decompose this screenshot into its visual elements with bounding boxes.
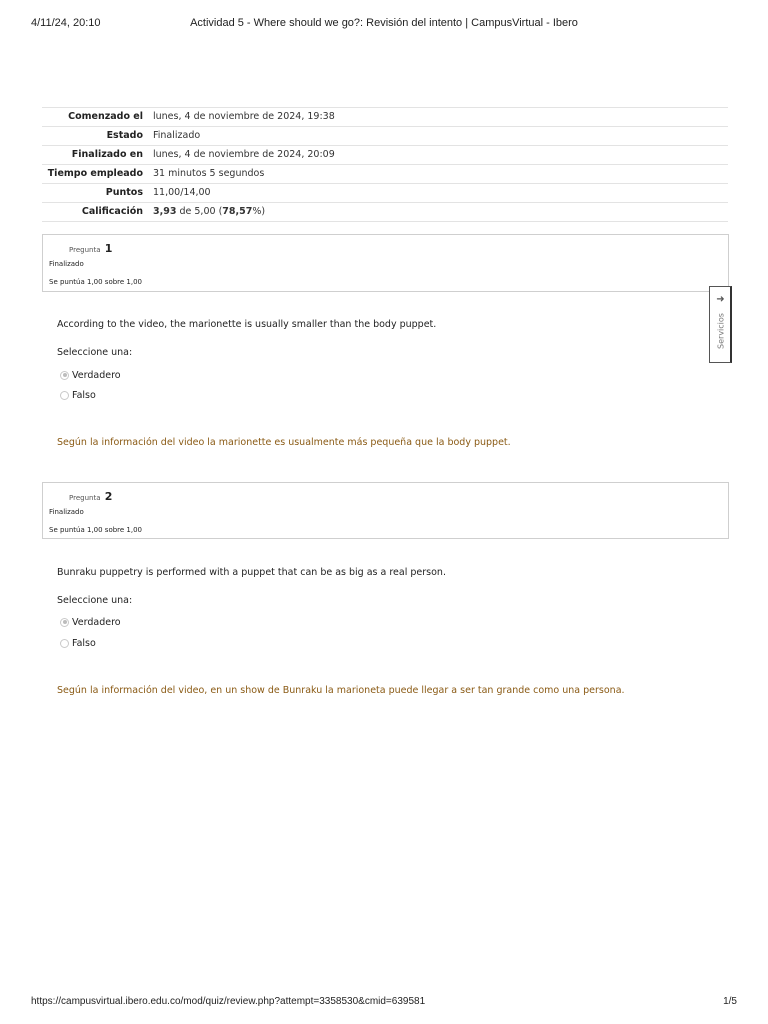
option-label: Verdadero (72, 369, 121, 381)
print-url: https://campusvirtual.ibero.edu.co/mod/quiz/review.php?attempt=3358530&cmid=639581 (31, 996, 426, 1007)
question-state: Finalizado (49, 260, 84, 268)
summary-value: lunes, 4 de noviembre de 2024, 20:09 (148, 146, 728, 165)
print-datetime: 4/11/24, 20:10 (31, 17, 101, 29)
radio-button[interactable] (60, 391, 69, 400)
question-1-info (42, 234, 729, 292)
summary-grade-value: 3,93 de 5,00 (78,57%) (148, 203, 728, 222)
summary-label: Puntos (42, 184, 148, 203)
question-2-option-true[interactable] (60, 615, 121, 629)
summary-value: 11,00/14,00 (148, 184, 728, 203)
radio-button-checked[interactable] (60, 618, 69, 627)
question-2-feedback: Según la información del video, en un show de Bunraku la marioneta puede llegar a ser tan grande como una persona. (57, 685, 625, 696)
question-1-feedback: Según la información del video la marionette es usualmente más pequeña que la body puppet. (57, 437, 511, 448)
question-grade: Se puntúa 1,00 sobre 1,00 (49, 526, 143, 534)
services-tab[interactable] (709, 286, 732, 363)
question-1-text: According to the video, the marionette is usually smaller than the body puppet. (57, 319, 437, 330)
radio-button-checked[interactable] (60, 371, 69, 380)
grade-percent: 78,57 (222, 206, 253, 217)
summary-label: Calificación (42, 203, 148, 222)
summary-row-grade (42, 203, 728, 222)
summary-label: Estado (42, 127, 148, 146)
option-label: Verdadero (72, 616, 121, 628)
question-2-text: Bunraku puppetry is performed with a puppet that can be as big as a real person. (57, 567, 446, 578)
summary-row-points (42, 184, 728, 203)
print-footer (31, 996, 737, 1010)
attempt-summary-table (42, 107, 728, 222)
question-2-info (42, 482, 729, 539)
question-1-prompt: Seleccione una: (57, 347, 133, 358)
summary-value: Finalizado (148, 127, 728, 146)
summary-label: Tiempo empleado (42, 165, 148, 184)
arrow-right-icon: ➜ (716, 294, 725, 305)
summary-label: Comenzado el (42, 108, 148, 127)
question-2-prompt: Seleccione una: (57, 595, 133, 606)
summary-row-state (42, 127, 728, 146)
print-page-title: Actividad 5 - Where should we go?: Revisión del intento | CampusVirtual - Ibero (190, 17, 578, 29)
summary-value: lunes, 4 de noviembre de 2024, 19:38 (148, 108, 728, 127)
page-number: 1/5 (723, 996, 737, 1007)
grade-out-of: de 5,00 (179, 206, 216, 217)
question-grade: Se puntúa 1,00 sobre 1,00 (49, 278, 143, 286)
question-state: Finalizado (49, 508, 84, 516)
question-number: Pregunta 1 (69, 242, 113, 255)
question-1-option-true[interactable] (60, 368, 121, 382)
radio-button[interactable] (60, 639, 69, 648)
option-label: Falso (72, 389, 96, 401)
summary-row-started (42, 108, 728, 127)
print-header (31, 17, 737, 31)
option-label: Falso (72, 637, 96, 649)
question-2-option-false[interactable] (60, 636, 96, 650)
summary-row-finished (42, 146, 728, 165)
question-1-option-false[interactable] (60, 388, 96, 402)
summary-value: 31 minutos 5 segundos (148, 165, 728, 184)
grade-score: 3,93 (153, 206, 177, 217)
summary-label: Finalizado en (42, 146, 148, 165)
summary-row-time-taken (42, 165, 728, 184)
services-tab-label: Servicios (716, 313, 726, 349)
question-number: Pregunta 2 (69, 490, 113, 503)
